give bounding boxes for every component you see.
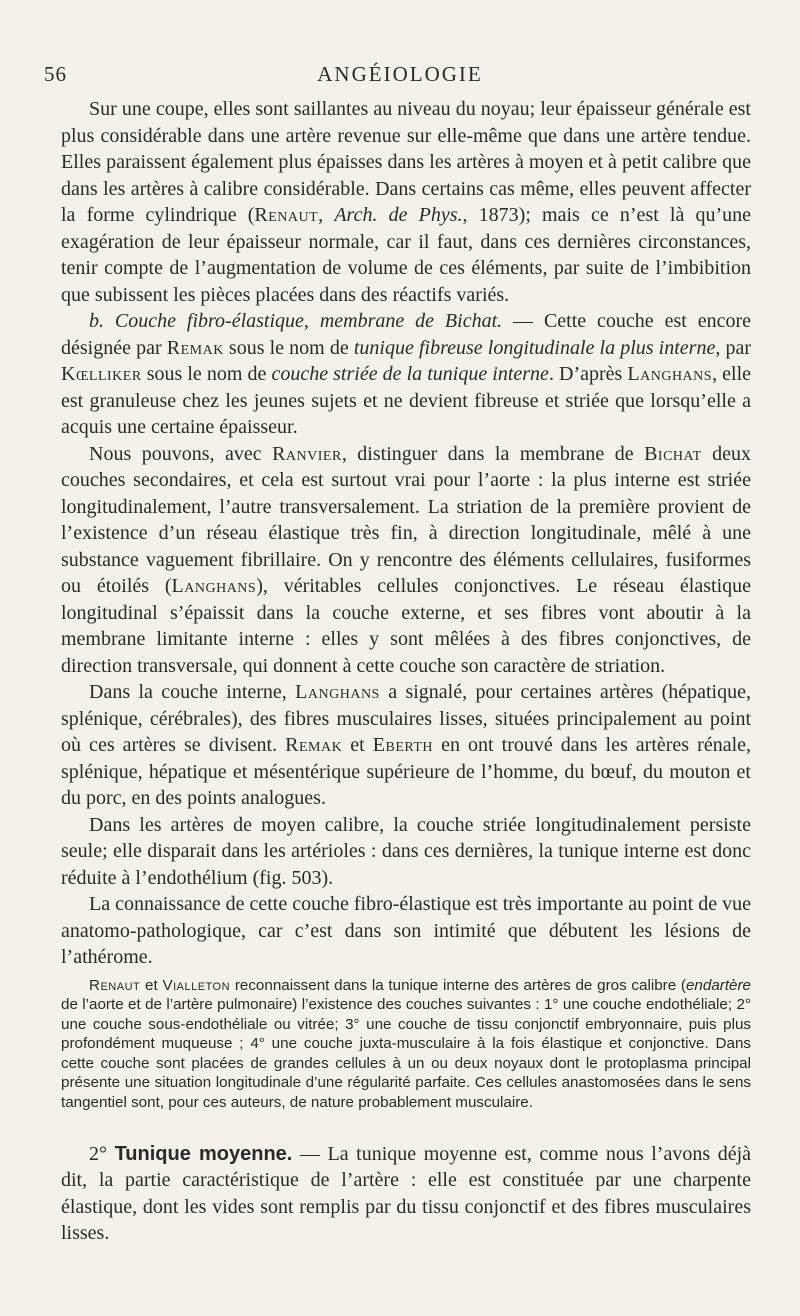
paragraph-7: 2° Tunique moyenne. — La tunique moyenne est, comme nous l’avons déjà dit, la partie caractéristique de l’artère : elle est constituée par une charpente élastique, dont les vides sont remplis par du tissu conjonctif et des fibres musculaires lisses. [61,1142,751,1245]
term: endartère [685,976,751,994]
section-heading: b. Couche fibro-élastique, membrane de Bichat. [89,310,503,332]
author-name: Remak [166,336,224,359]
paragraph-3: Nous pouvons, avec Ranvier, distinguer dans la membrane de Bichat deux couches secondaires, et cela est surtout vrai pour l’aorte : la plus interne est striée longitudinalement, l’autre transversalement. La striation de la première provient de l’existence d’un réseau élastique très fin, à direction longitudinale, mêlé à une substance vaguement fibrillaire. On y rencontre des éléments cellulaires, fusiformes ou étoilés (Langhans), véritables cellules conjonctives. Le réseau élastique longitudinal s’épaissit dans la couche externe, et ses fibres vont aboutir à la membrane limitante interne : elles y sont mêlées à des fibres conjonctives, de direction transversale, qui donnent à cette couche son caractère de striation. [61,442,751,677]
page-body [61,96,751,1247]
paragraph-1: Sur une coupe, elles sont saillantes au niveau du noyau; leur épaisseur générale est plus considérable dans une artère revenue sur elle-même que dans une artère tendue. Elles paraissent également plus épaisses dans les artères à moyen et à petit calibre que dans les artères à calibre considérable. Dans certains cas même, elles peuvent affecter la forme cylindrique (Renaut, Arch. de Phys., 1873); mais ce n’est là qu’une exagération de leur épaisseur normale, car il faut, dans ces dernières circonstances, tenir compte de l’augmentation de volume de ces éléments, par suite de l’imbibition que subissent les pièces placées dans des réactifs variés. [61,98,752,306]
page-header [0,62,800,88]
author-name: Langhans [295,681,380,703]
author-name: Remak [285,734,343,756]
paragraph-2: b. Couche fibro-élastique, membrane de Bichat. — Cette couche est encore désignée par Remak sous le nom de tunique fibreuse longitudinale la plus interne, par Kœlliker sous le nom de couche striée de la tunique interne. D’après Langhans, elle est granuleuse chez les jeunes sujets et ne devient fibreuse et striée que lorsqu’elle a acquis une certaine épaisseur. [61,310,751,438]
paragraph-4: Dans la couche interne, Langhans a signalé, pour certaines artères (hépatique, splénique, cérébrales), des fibres musculaires lisses, situées principalement au point où ces artères se divisent. Remak et Eberth en ont trouvé dans les artères rénale, splénique, hépatique et mésentérique supérieure de l’homme, du bœuf, du mouton et du porc, en des points analogues. [61,681,752,809]
paragraph-5: Dans les artères de moyen calibre, la couche striée longitudinalement persiste seule; elle disparait dans les artérioles : dans ces dernières, la tunique interne est donc réduite à l’endothélium (fig. 503). [61,813,751,889]
page-number: 56 [44,62,67,86]
journal-reference: Arch. de Phys. [334,204,463,226]
paragraph-6: La connaissance de cette couche fibro-élastique est très importante au point de vue anatomo-pathologique, car c’est dans son intimité que débutent les lésions de l’athérome. [61,893,751,968]
author-name: Ranvier [272,442,342,465]
section-number: 2° [89,1142,115,1165]
author-name: Langhans [627,363,713,385]
author-name: Eberth [372,734,434,756]
running-title: ANGÉIOLOGIE [317,62,483,86]
author-name: Kœlliker [61,363,142,385]
author-name: Langhans [171,575,257,597]
term: couche striée de la tunique interne [271,363,549,385]
author-name: Renaut [89,976,141,994]
section-heading: Tunique moyenne. [114,1142,293,1165]
author-name: Renaut [254,204,319,226]
footnote-paragraph: Renaut et Vialleton reconnaissent dans la tunique interne des artères de gros calibre (endartère de l’aorte et de l’artère pulmonaire) l’existence des couches suivantes : 1° une couche endothéliale; 2° une couche sous-endothéliale ou vitrée; 3° une couche de tissu conjonctif embryonnaire, puis plus profondément muqueuse ; 4° une couche juxta-musculaire à la fois élastique et conjonctive. Dans cette couche sont placées de grandes cellules à un ou deux noyaux dont le protoplasma principal présente une situation longitudinale d’une régularité parfaite. Ces cellules anastomosées dans le sens tangentiel sont, pour ces auteurs, de nature probablement musculaire. [61,976,751,1112]
term: tunique fibreuse longitudinale la plus interne [353,336,716,359]
author-name: Bichat [644,442,702,465]
spacer [61,1113,751,1141]
author-name: Vialleton [162,976,231,994]
